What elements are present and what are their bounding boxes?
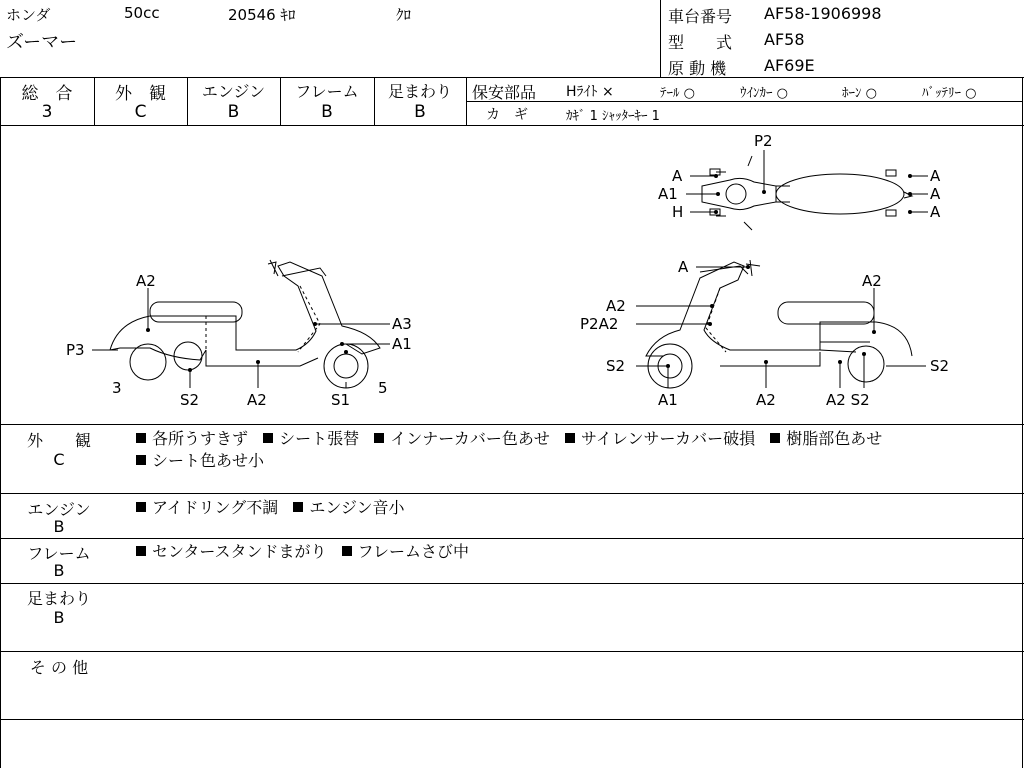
rule-other-bottom (0, 719, 1024, 720)
notes-other-label: そ の 他 (29, 658, 89, 677)
winker-status: ｳｲﾝｶｰ ○ (740, 86, 788, 101)
key-label: カ ギ (486, 107, 528, 123)
mileage: 20546 ｷﾛ (228, 6, 296, 24)
frame-grade-label: フレーム (295, 82, 359, 101)
notes-exterior-label: 外 観 (26, 431, 91, 450)
frame-notes (136, 541, 479, 563)
note-item: インナーカバー色あせ (374, 429, 550, 448)
safety-label: 保安部品 (472, 83, 537, 102)
note-item: 各所うすきず (136, 429, 248, 448)
label-3: 3 (112, 379, 122, 397)
horn-status: ﾎｰﾝ ○ (842, 86, 877, 101)
suspension-grade: B (414, 102, 426, 122)
exterior-notes-line1 (136, 428, 892, 450)
battery-status: ﾊﾞｯﾃﾘｰ ○ (922, 86, 977, 101)
note-item: アイドリング不調 (136, 498, 278, 517)
suspension-grade-label: 足まわり (387, 82, 452, 101)
frame-no-label: 車台番号 (668, 7, 733, 26)
displacement: 50cc (124, 4, 160, 22)
exterior-grade: C (134, 102, 147, 122)
color: ｸﾛ (396, 6, 412, 24)
label-a-right: A (678, 258, 689, 276)
rule-diagram-bottom (0, 424, 1024, 425)
safety-divider (466, 101, 1022, 102)
label-s2-right: S2 (930, 357, 950, 375)
note-item: センタースタンドまがり (136, 542, 327, 561)
label-s2-left: S2 (180, 391, 200, 409)
note-item: 樹脂部色あせ (770, 429, 882, 448)
label-s1: S1 (331, 391, 351, 409)
label-a-mr: A (930, 185, 941, 203)
note-item: シート張替 (263, 429, 359, 448)
engine-notes (136, 497, 415, 519)
engine-value: AF69E (764, 56, 815, 75)
note-item: フレームさび中 (342, 542, 469, 561)
frame-grade: B (321, 102, 333, 122)
label-s2-right-left: S2 (606, 357, 626, 375)
label-5: 5 (378, 379, 388, 397)
note-item: シート色あせ小 (136, 451, 264, 470)
label-a-tr: A (930, 167, 941, 185)
label-a2-mid-right: A2 (606, 297, 626, 315)
rule-exterior-bottom (0, 493, 1024, 494)
header-divider (660, 0, 661, 77)
label-h: H (672, 203, 684, 221)
rule-engine-bottom (0, 538, 1024, 539)
bullet-square-icon (565, 433, 575, 443)
bullet-square-icon (342, 546, 352, 556)
engine-grade: B (227, 102, 240, 122)
frame-no: AF58-1906998 (764, 4, 882, 23)
notes-exterior-grade: C (53, 450, 65, 469)
notes-engine-label: エンジン (27, 500, 91, 519)
bullet-square-icon (293, 502, 303, 512)
bullet-square-icon (770, 433, 780, 443)
label-a2-seat-left: A2 (136, 272, 156, 290)
notes-suspension-grade: B (53, 608, 65, 627)
overall-grade: 3 (41, 102, 53, 122)
exterior-notes-line2 (136, 450, 274, 472)
scooter-diagram (0, 126, 1024, 424)
label-a2-bottom-right: A2 (756, 391, 776, 409)
bullet-square-icon (263, 433, 273, 443)
rule-suspension-bottom (0, 651, 1024, 652)
bullet-square-icon (136, 546, 146, 556)
label-a2-seat-right: A2 (862, 272, 882, 290)
overall-label: 総 合 (21, 84, 73, 104)
notes-frame-label: フレーム (27, 544, 91, 563)
notes-suspension-label: 足まわり (26, 589, 91, 608)
headlight-status: Hﾗｲﾄ × (566, 84, 614, 100)
label-a1-right: A1 (658, 391, 678, 409)
label-p2a2: P2A2 (580, 315, 619, 333)
bullet-square-icon (136, 455, 146, 465)
notes-engine-grade: B (53, 517, 65, 536)
engine-label: 原 動 機 (668, 59, 727, 78)
key-value: ｶｷﾞ 1 ｼｬｯﾀｰｷｰ 1 (566, 109, 660, 124)
label-p2-top: P2 (754, 132, 773, 150)
label-a2-bottom-left: A2 (247, 391, 267, 409)
notes-frame-grade: B (53, 561, 65, 580)
model-name: ズーマー (6, 32, 78, 53)
rule-frame-bottom (0, 583, 1024, 584)
label-a1-left: A1 (392, 335, 412, 353)
label-a-tl: A (672, 167, 683, 185)
note-item: サイレンサーカバー破損 (565, 429, 755, 448)
exterior-label: 外 観 (115, 84, 166, 104)
bullet-square-icon (136, 433, 146, 443)
label-a2s2: A2 S2 (826, 391, 870, 409)
label-p3: P3 (66, 341, 85, 359)
bullet-square-icon (374, 433, 384, 443)
top-scooter-icon (702, 156, 912, 230)
label-a-br: A (930, 203, 941, 221)
rule-top (0, 77, 1024, 78)
note-item: エンジン音小 (293, 498, 404, 517)
label-a1-top: A1 (658, 185, 678, 203)
type-value: AF58 (764, 30, 805, 49)
engine-grade-label: エンジン (201, 82, 266, 101)
label-a3: A3 (392, 315, 412, 333)
taillight-status: ﾃｰﾙ ○ (660, 86, 695, 101)
maker: ホンダ (6, 6, 51, 24)
bullet-square-icon (136, 502, 146, 512)
type-label: 型 式 (668, 33, 733, 52)
